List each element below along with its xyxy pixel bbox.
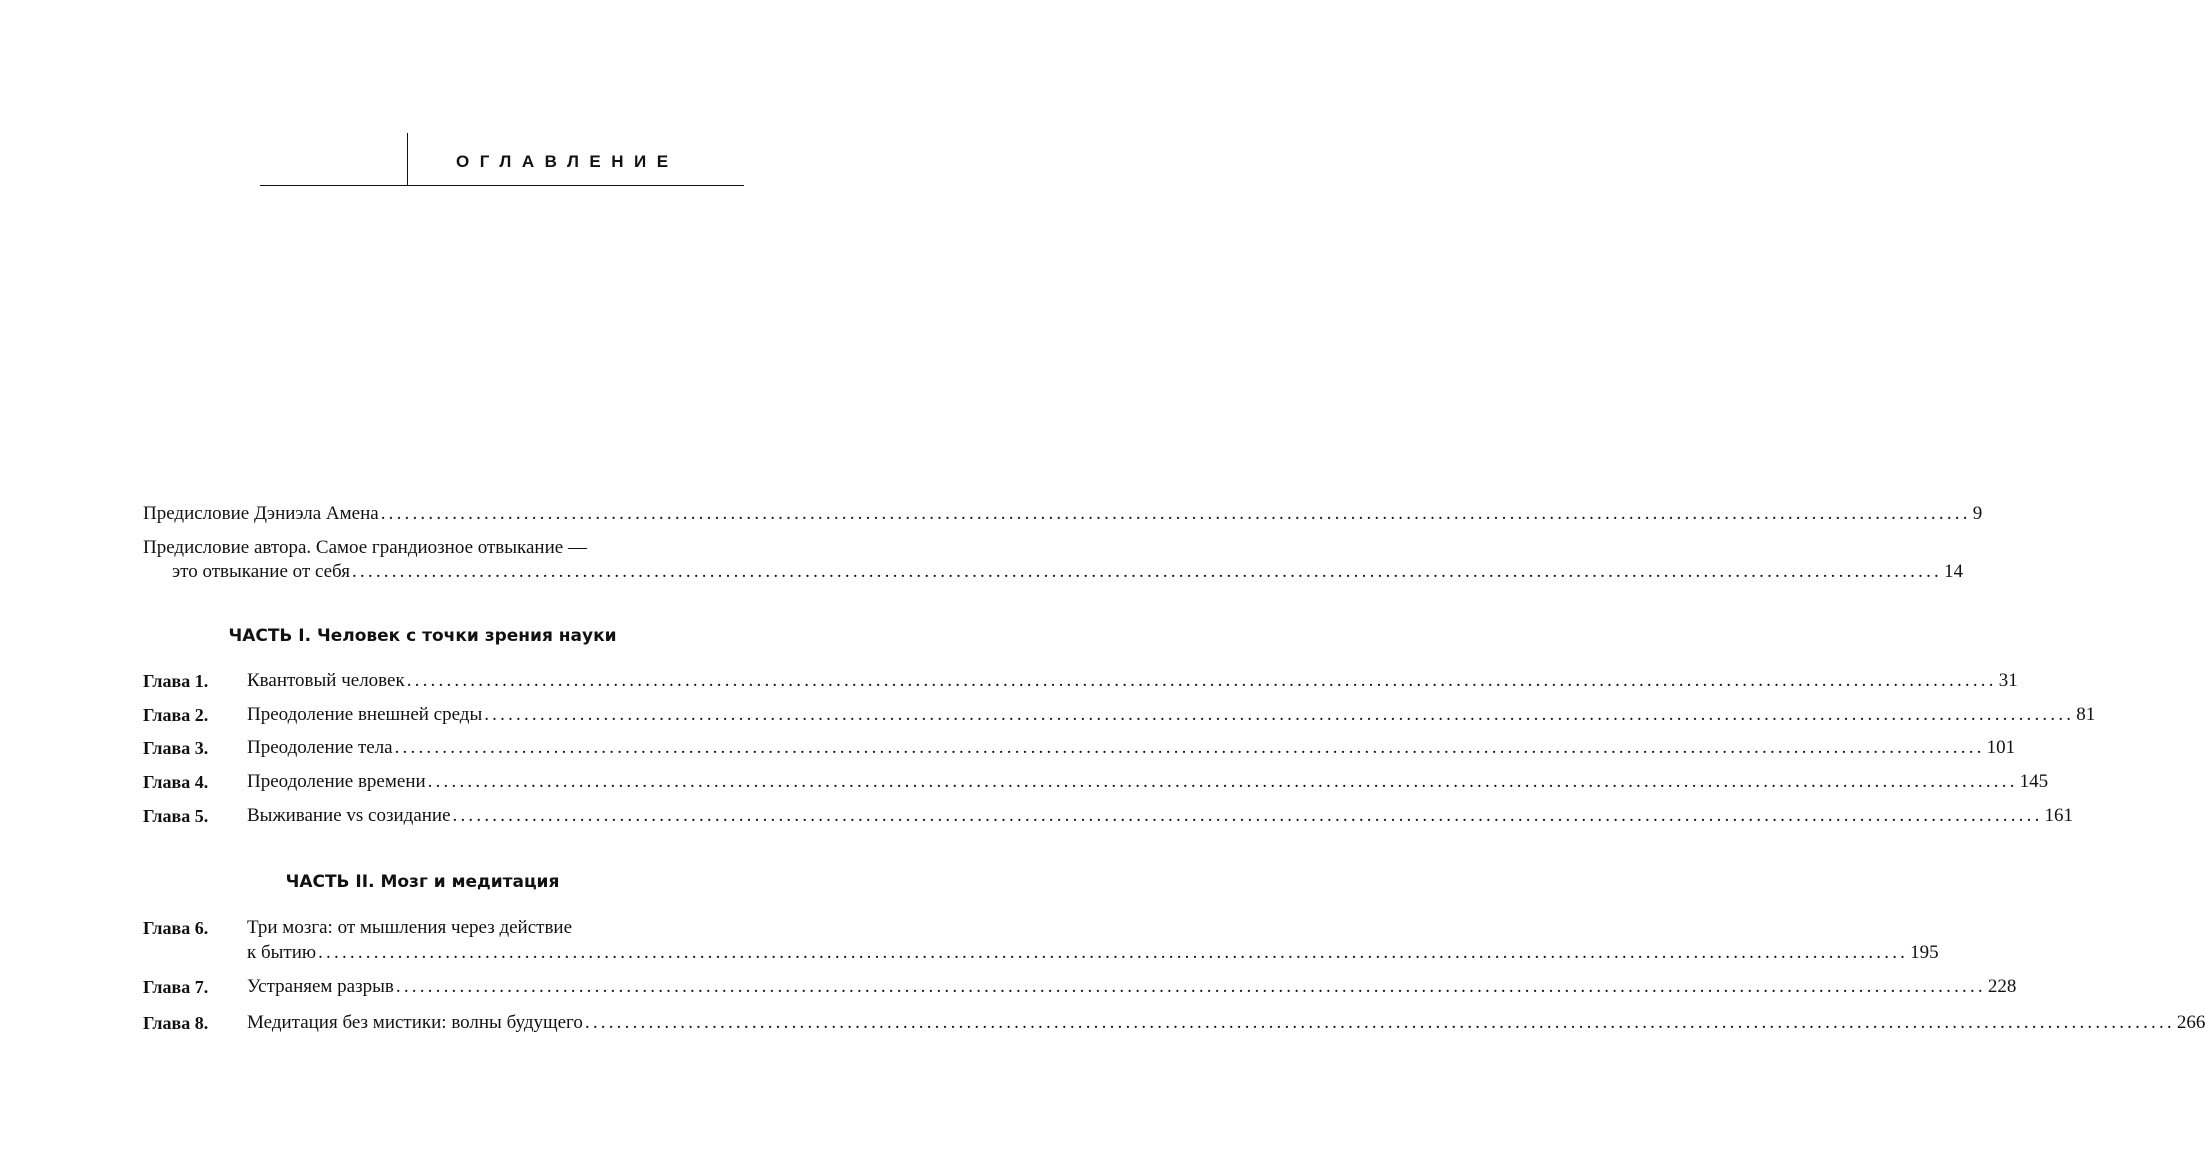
- toc-entry-title: Устраняем разрыв: [247, 976, 394, 997]
- toc-entry-title: Предисловие Дэниэла Амена: [143, 503, 379, 524]
- toc-entry-title: Медитация без мистики: волны будущего: [247, 1012, 583, 1033]
- toc-entry-page: 101: [1986, 737, 2016, 758]
- dot-leader: ........................................................................................................................................................................................................: [406, 670, 1997, 691]
- toc-entry-chapter[interactable]: [247, 770, 2049, 794]
- toc-entry-title: Квантовый человек: [247, 670, 405, 691]
- chapter-label: Глава 7.: [143, 977, 209, 997]
- toc-entry-page: 228: [1987, 976, 2017, 997]
- dot-leader: ........................................................................................................................................................................................................: [394, 737, 1985, 758]
- chapter-label: Глава 5.: [143, 806, 209, 826]
- dot-leader: ........................................................................................................................................................................................................: [318, 942, 1909, 963]
- toc-entry-page: 145: [2019, 771, 2049, 792]
- toc-entry-preface-author[interactable]: [172, 560, 1963, 584]
- chapter-label: Глава 4.: [143, 772, 209, 792]
- header-divider-vertical: [407, 133, 408, 186]
- dot-leader: ........................................................................................................................................................................................................: [427, 771, 2018, 792]
- dot-leader: ........................................................................................................................................................................................................: [484, 704, 2075, 725]
- dot-leader: ........................................................................................................................................................................................................: [395, 976, 1986, 997]
- toc-entry-chapter[interactable]: [247, 1011, 2205, 1035]
- page-title: ОГЛАВЛЕНИЕ: [456, 152, 679, 171]
- toc-entry-chapter-line1[interactable]: Три мозга: от мышления через действие: [247, 917, 573, 938]
- chapter-label: Глава 8.: [143, 1013, 209, 1033]
- toc-entry-title: Выживание vs созидание: [247, 805, 451, 826]
- toc-entry-chapter[interactable]: [247, 941, 1939, 965]
- chapter-label: Глава 1.: [143, 671, 209, 691]
- part-heading: ЧАСТЬ II. Мозг и медитация: [285, 872, 560, 892]
- header-divider-horizontal: [260, 185, 744, 186]
- toc-entry-title: к бытию: [247, 942, 317, 963]
- chapter-label: Глава 2.: [143, 705, 209, 725]
- part-heading: ЧАСТЬ I. Человек с точки зрения науки: [228, 626, 617, 646]
- toc-entry-title: это отвыкание от себя: [172, 561, 350, 582]
- chapter-label: Глава 3.: [143, 738, 209, 758]
- toc-entry-preface-amen[interactable]: [143, 502, 1983, 526]
- dot-leader: ........................................................................................................................................................................................................: [351, 561, 1942, 582]
- dot-leader: ........................................................................................................................................................................................................: [452, 805, 2043, 826]
- dot-leader: ........................................................................................................................................................................................................: [584, 1012, 2175, 1033]
- toc-entry-page: 266: [2176, 1012, 2205, 1033]
- toc-entry-page: 195: [1910, 942, 1939, 963]
- toc-entry-page: 9: [1972, 503, 1983, 524]
- chapter-label: Глава 6.: [143, 918, 209, 938]
- toc-entry-title: Преодоление тела: [247, 737, 393, 758]
- toc-entry-chapter[interactable]: [247, 975, 2017, 999]
- toc-entry-page: 81: [2076, 704, 2096, 725]
- dot-leader: ........................................................................................................................................................................................................: [380, 503, 1971, 524]
- toc-entry-chapter[interactable]: [247, 736, 2016, 760]
- toc-entry-page: 31: [1998, 670, 2018, 691]
- toc-entry-title: Преодоление времени: [247, 771, 426, 792]
- toc-entry-preface-author-line1[interactable]: Предисловие автора. Самое грандиозное отвыкание —: [143, 537, 587, 558]
- toc-entry-chapter[interactable]: [247, 804, 2074, 828]
- toc-entry-chapter[interactable]: [247, 703, 2096, 727]
- toc-entry-page: 14: [1943, 561, 1963, 582]
- toc-entry-title: Преодоление внешней среды: [247, 704, 483, 725]
- toc-entry-chapter[interactable]: [247, 669, 2018, 693]
- toc-entry-page: 161: [2044, 805, 2074, 826]
